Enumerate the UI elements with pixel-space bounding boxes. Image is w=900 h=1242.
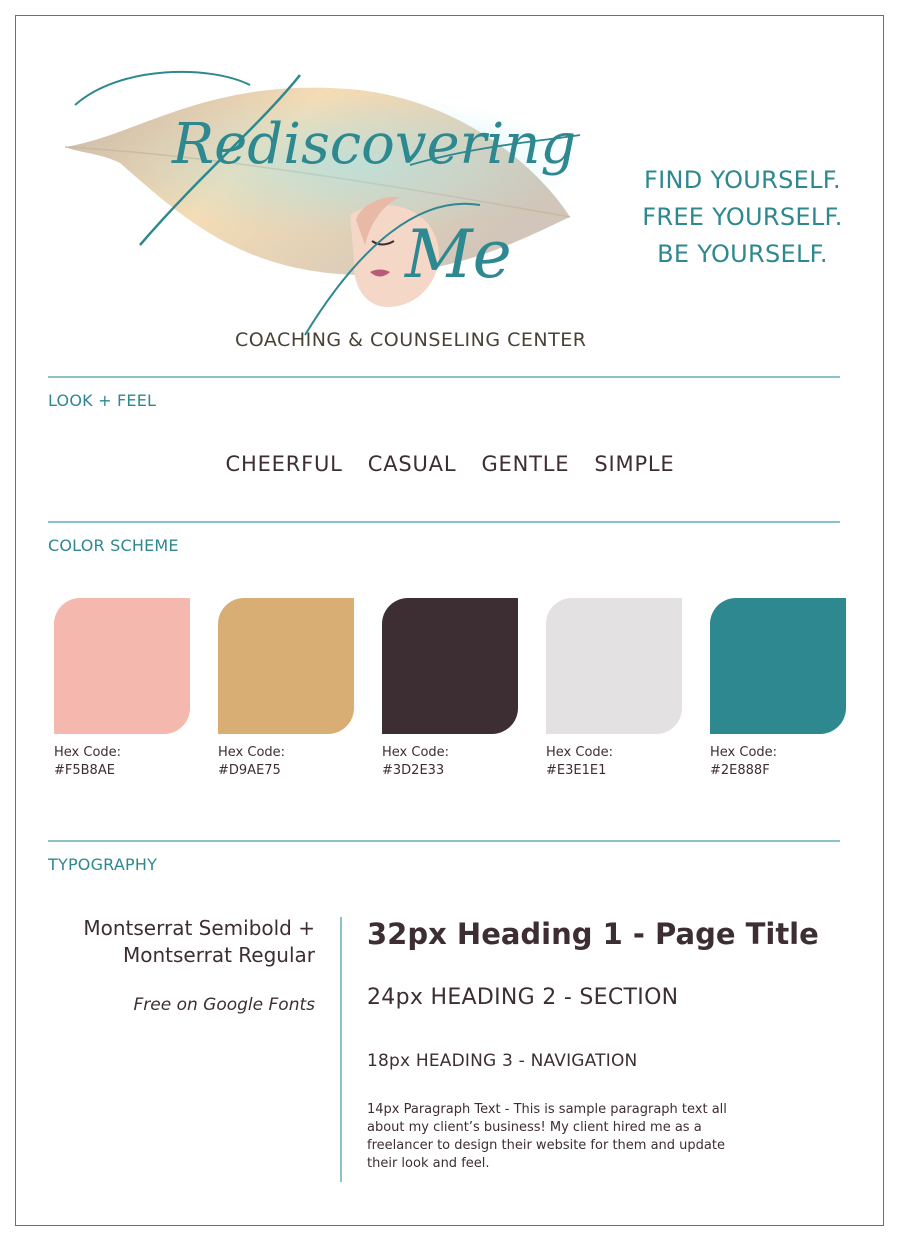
heading-3-sample: 18px HEADING 3 - NAVIGATION xyxy=(367,1051,638,1071)
section-divider xyxy=(48,840,840,842)
hex-value: #E3E1E1 xyxy=(546,763,607,778)
font-info xyxy=(40,915,315,1015)
hex-label: Hex Code: xyxy=(546,745,614,760)
slogan-line: FREE YOURSELF. xyxy=(642,203,843,231)
logo-script-bottom: Me xyxy=(405,216,512,293)
logo xyxy=(60,45,620,365)
swatch-label xyxy=(218,744,285,780)
swatch-label xyxy=(710,744,777,780)
paragraph-sample: 14px Paragraph Text - This is sample paragraph text all about my client’s business! My client hired me as a freelancer to design their website for them and update their look and feel. xyxy=(367,1102,727,1171)
section-divider xyxy=(48,521,840,523)
look-feel-title: LOOK + FEEL xyxy=(48,391,157,410)
color-swatch xyxy=(54,598,190,734)
logo-artwork xyxy=(60,45,620,365)
feel-word: SIMPLE xyxy=(594,452,675,476)
hex-label: Hex Code: xyxy=(54,745,122,760)
logo-tagline: COACHING & COUNSELING CENTER xyxy=(235,329,587,351)
look-feel-words xyxy=(0,452,900,476)
logo-script-top: Rediscovering xyxy=(172,112,577,177)
heading-2-sample: 24px HEADING 2 - SECTION xyxy=(367,985,679,1010)
typography-divider xyxy=(340,917,342,1182)
feel-word: GENTLE xyxy=(481,452,570,476)
slogan-line: FIND YOURSELF. xyxy=(644,166,841,194)
hex-value: #3D2E33 xyxy=(382,763,445,778)
hex-value: #2E888F xyxy=(710,763,770,778)
font-source: Free on Google Fonts xyxy=(133,995,315,1015)
font-name-line: Montserrat Regular xyxy=(123,943,315,967)
font-name-line: Montserrat Semibold + xyxy=(83,916,315,940)
color-swatch xyxy=(218,598,354,734)
feel-word: CASUAL xyxy=(367,452,457,476)
color-swatch xyxy=(382,598,518,734)
font-names xyxy=(40,915,315,969)
hex-value: #D9AE75 xyxy=(218,763,281,778)
swatch-label xyxy=(382,744,449,780)
feel-word: CHEERFUL xyxy=(225,452,343,476)
hex-value: #F5B8AE xyxy=(54,763,115,778)
section-divider xyxy=(48,376,840,378)
slogan xyxy=(600,162,885,273)
color-swatch xyxy=(546,598,682,734)
heading-1-sample: 32px Heading 1 - Page Title xyxy=(367,917,819,951)
hex-label: Hex Code: xyxy=(710,745,778,760)
swatch-label xyxy=(54,744,121,780)
typography-title: TYPOGRAPHY xyxy=(48,855,158,874)
color-scheme-title: COLOR SCHEME xyxy=(48,536,179,555)
color-swatch xyxy=(710,598,846,734)
swatch-label xyxy=(546,744,613,780)
hex-label: Hex Code: xyxy=(382,745,450,760)
slogan-line: BE YOURSELF. xyxy=(657,240,828,268)
hex-label: Hex Code: xyxy=(218,745,286,760)
